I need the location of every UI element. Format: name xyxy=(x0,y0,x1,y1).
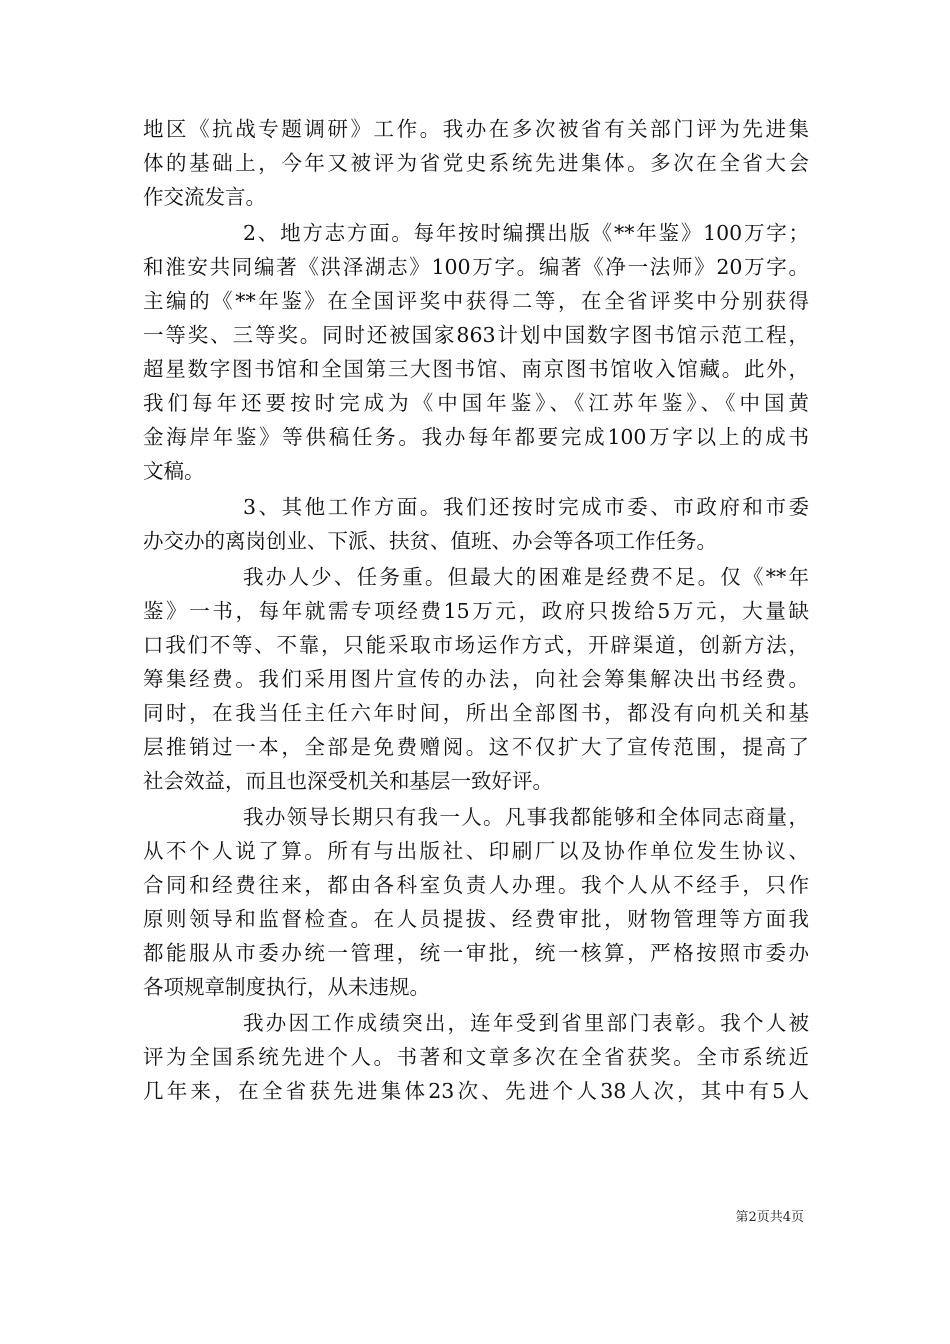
text-line: 地区《抗战专题调研》工作。我办在多次被省有关部门评为先进集 xyxy=(143,117,809,141)
paragraph xyxy=(143,216,809,488)
text-line: 办交办的离岗创业、下派、扶贫、值班、办会等各项工作任务。 xyxy=(143,529,717,553)
text-line: 和淮安共同编著《洪泽湖志》100万字。编著《净一法师》20万字。 xyxy=(143,255,809,279)
paragraph xyxy=(143,1006,809,1108)
text-line: 2、地方志方面。每年按时编撰出版《**年鉴》100万字； xyxy=(243,221,809,245)
text-line: 主编的《**年鉴》在全国评奖中获得二等，在全省评奖中分别获得 xyxy=(143,289,809,313)
text-line: 3、其他工作方面。我们还按时完成市委、市政府和市委 xyxy=(243,495,809,519)
text-line: 各项规章制度执行，从未违规。 xyxy=(143,975,430,999)
text-line: 口我们不等、不靠，只能采取市场运作方式，开辟渠道，创新方法， xyxy=(143,633,809,657)
paragraph xyxy=(143,112,809,214)
text-line: 作交流发言。 xyxy=(143,185,266,209)
text-line: 文稿。 xyxy=(143,459,205,483)
text-line: 合同和经费往来，都由各科室负责人办理。我个人从不经手，只作 xyxy=(143,873,809,897)
text-line: 社会效益，而且也深受机关和基层一致好评。 xyxy=(143,769,553,793)
text-line: 鉴》一书，每年就需专项经费15万元，政府只拨给5万元，大量缺 xyxy=(143,599,809,623)
text-line: 筹集经费。我们采用图片宣传的办法，向社会筹集解决出书经费。 xyxy=(143,667,809,691)
page-number: 第2页共4页 xyxy=(735,1210,804,1225)
text-line: 体的基础上，今年又被评为省党史系统先进集体。多次在全省大会 xyxy=(143,151,809,175)
text-line: 金海岸年鉴》等供稿任务。我办每年都要完成100万字以上的成书 xyxy=(143,425,809,449)
text-line: 我们每年还要按时完成为《中国年鉴》、《江苏年鉴》、《中国黄 xyxy=(143,391,809,415)
text-line: 我办人少、任务重。但最大的困难是经费不足。仅《**年 xyxy=(243,565,809,589)
document-body xyxy=(143,112,809,1108)
paragraph xyxy=(143,560,809,798)
paragraph xyxy=(143,800,809,1004)
text-line: 层推销过一本，全部是免费赠阅。这不仅扩大了宣传范围，提高了 xyxy=(143,735,809,759)
paragraph xyxy=(143,490,809,558)
text-line: 从不个人说了算。所有与出版社、印刷厂以及协作单位发生协议、 xyxy=(143,839,809,863)
text-line: 原则领导和监督检查。在人员提拔、经费审批，财物管理等方面我 xyxy=(143,907,809,931)
text-line: 同时，在我当任主任六年时间，所出全部图书，都没有向机关和基 xyxy=(143,701,809,725)
text-line: 评为全国系统先进个人。书著和文章多次在全省获奖。全市系统近 xyxy=(143,1045,809,1069)
text-line: 我办因工作成绩突出，连年受到省里部门表彰。我个人被 xyxy=(243,1011,809,1035)
text-line: 超星数字图书馆和全国第三大图书馆、南京图书馆收入馆藏。此外， xyxy=(143,357,809,381)
text-line: 几年来，在全省获先进集体23次、先进个人38人次，其中有5人 xyxy=(143,1079,809,1103)
text-line: 一等奖、三等奖。同时还被国家863计划中国数字图书馆示范工程， xyxy=(143,323,809,347)
text-line: 我办领导长期只有我一人。凡事我都能够和全体同志商量， xyxy=(243,805,809,829)
text-line: 都能服从市委办统一管理，统一审批，统一核算，严格按照市委办 xyxy=(143,941,809,965)
